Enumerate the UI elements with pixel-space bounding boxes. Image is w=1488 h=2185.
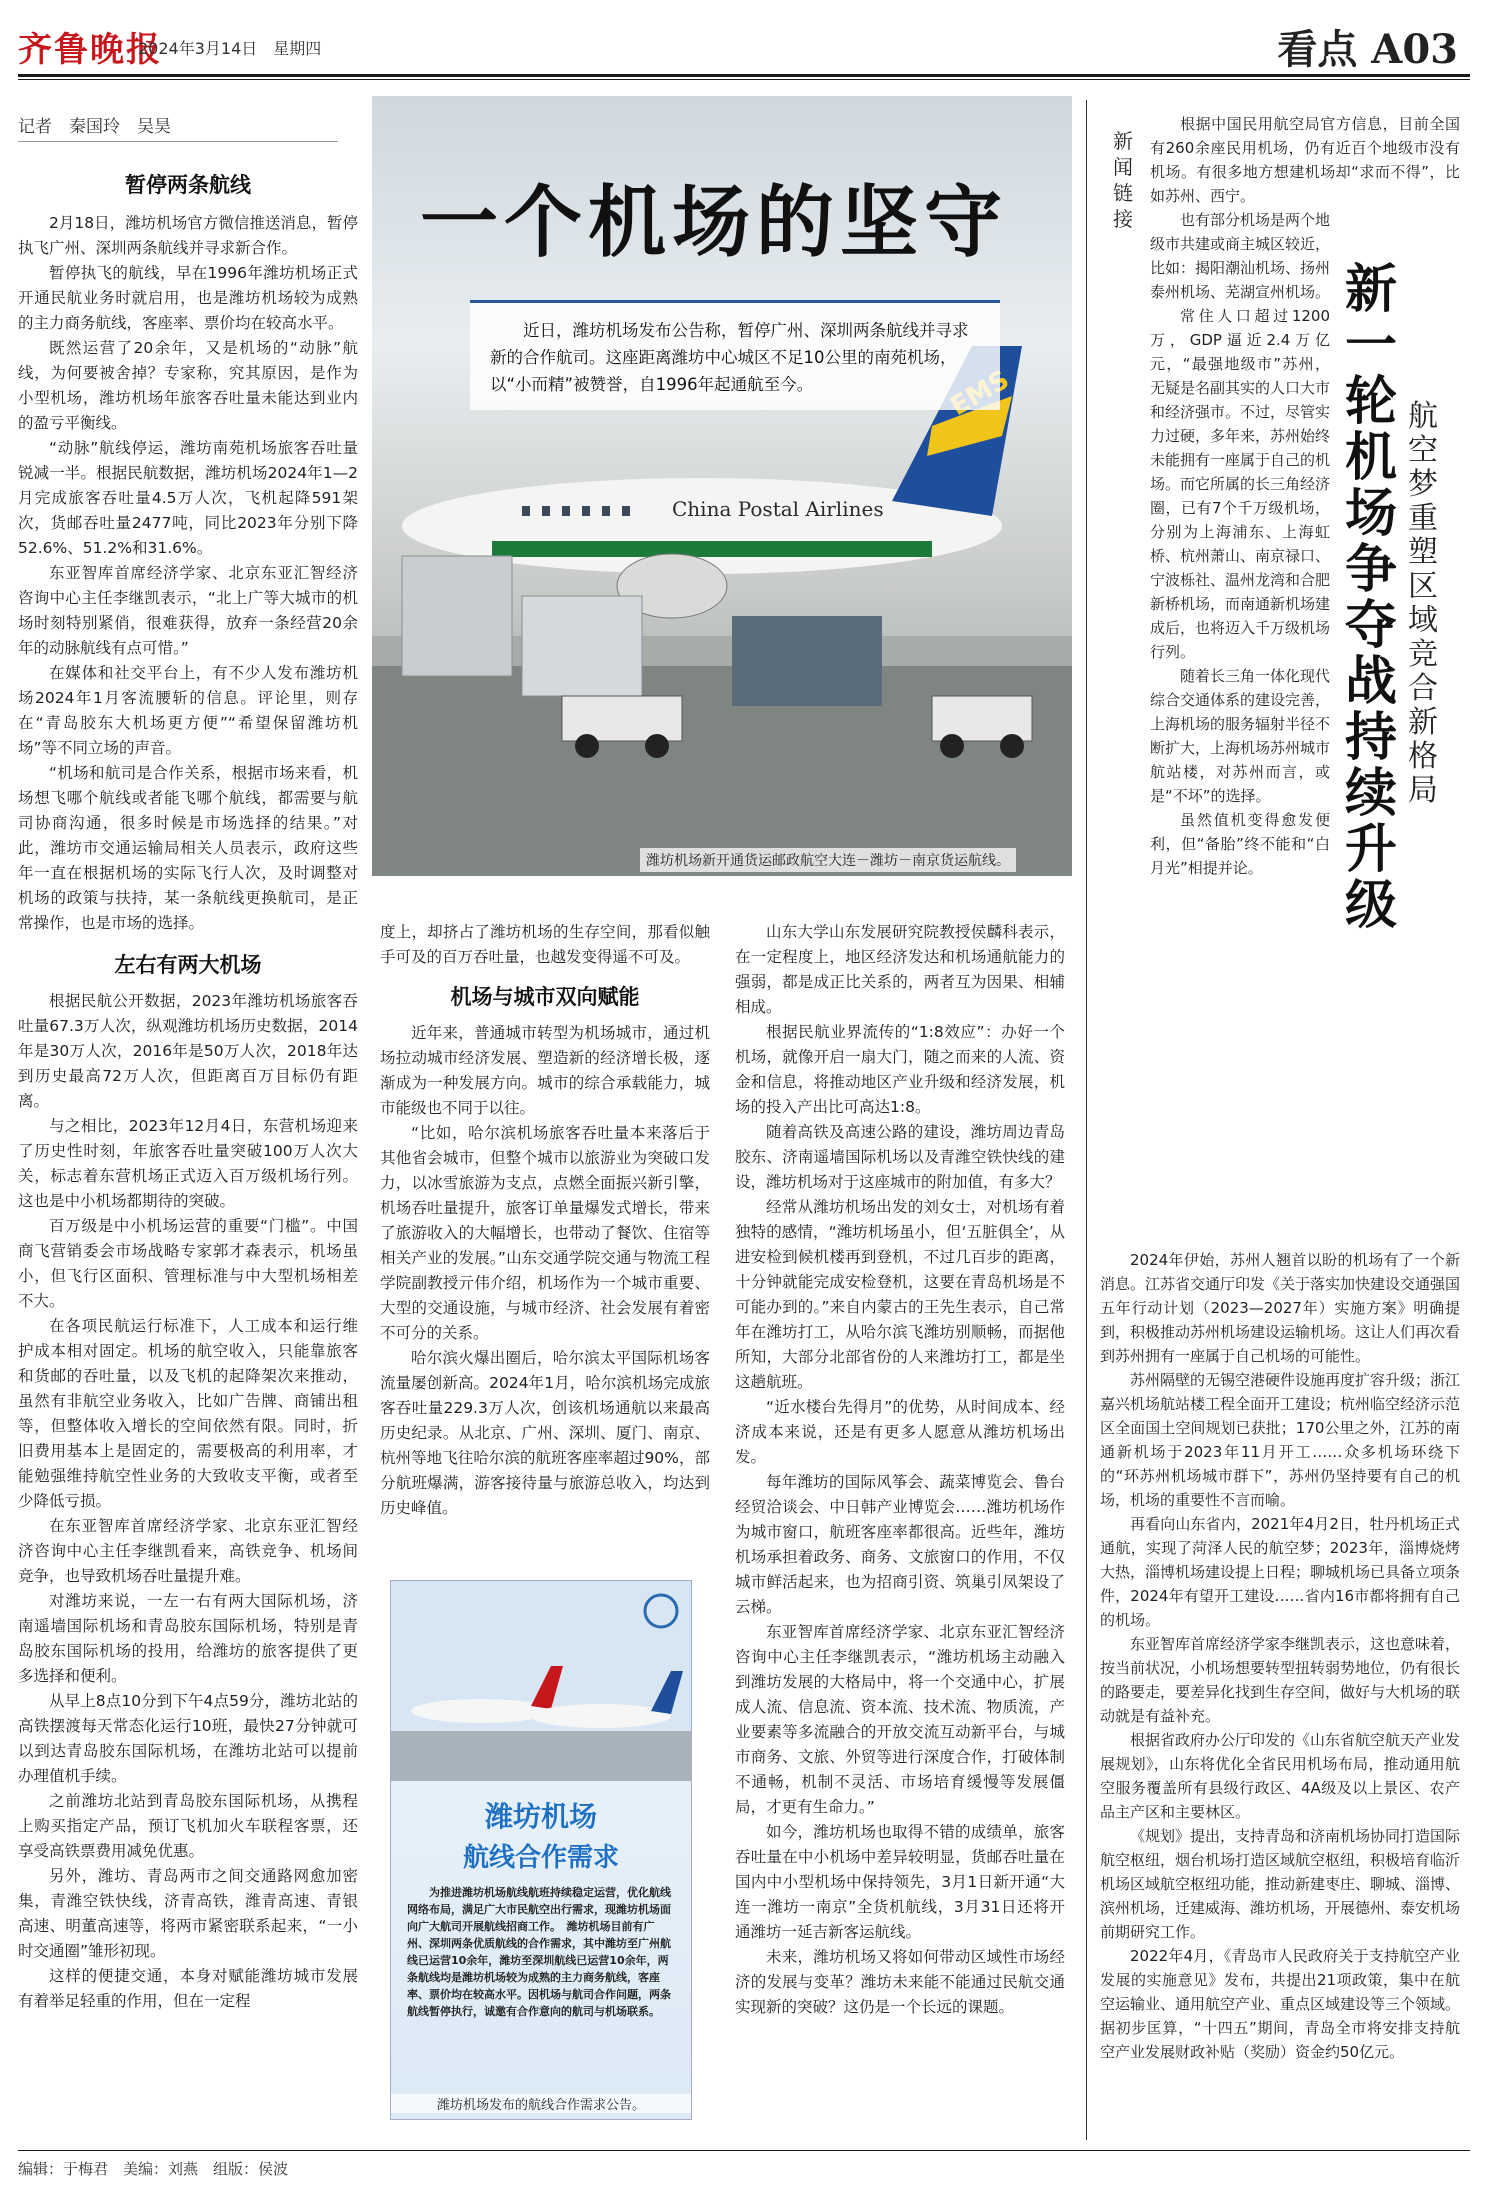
page-section: 看点 A03 — [1277, 26, 1458, 73]
subhead-pause-routes: 暂停两条航线 — [125, 172, 251, 197]
paragraph: 2022年4月，《青岛市人民政府关于支持航空产业发展的实施意见》发布，共提出21项政策，集中在航空运输业、通用航空产业、重点区域建设等三个领域。据初步匡算，“十四五”期间，青岛全市将安排支持航空产业发展财政补贴（奖励）资金约50亿元。 — [1100, 1947, 1461, 2061]
paragraph: “近水楼台先得月”的优势，从时间成本、经济成本来说，还是有更多人愿意从潍坊机场出发。 — [735, 1398, 1065, 1466]
lead-summary: 近日，潍坊机场发布公告称，暂停广州、深圳两条航线并寻求新的合作航司。这座距离潍坊中心城区不足10公里的南苑机场，以“小而精”被赞誉，自1996年起通航至今。 — [470, 300, 1000, 410]
column-3 — [735, 920, 1065, 2020]
paragraph: 对潍坊来说，一左一右有两大国际机场，济南遥墙国际机场和青岛胶东国际机场，特别是青岛胶东国际机场的投用，给潍坊的旅客提供了更多选择和便利。 — [18, 1592, 358, 1685]
sidebar-bottom-text — [1100, 1248, 1460, 2064]
column-2 — [380, 920, 710, 1521]
top-rule — [18, 74, 1470, 77]
paragraph: 根据省政府办公厅印发的《山东省航空航天产业发展规划》，山东将优化全省民用机场布局，推动通用航空服务覆盖所有县级行政区、4A级及以上景区、农产品主产区和主要林区。 — [1100, 1731, 1461, 1821]
photo-caption: 潍坊机场新开通货运邮政航空大连－潍坊－南京货运航线。 — [640, 848, 1016, 872]
paragraph: 未来，潍坊机场又将如何带动区域性市场经济的发展与变革？潍坊未来能不能通过民航交通实现新的突破？这仍是一个长远的课题。 — [735, 1948, 1065, 2016]
paragraph: 2月18日，潍坊机场官方微信推送消息，暂停执飞广州、深圳两条航线并寻求新合作。 — [18, 214, 358, 257]
paragraph: 东亚智库首席经济学家、北京东亚汇智经济咨询中心主任李继凯表示，“潍坊机场主动融入到潍坊发展的大格局中，将一个交通中心，扩展成人流、信息流、资本流、技术流、物质流，产业要素等多流融合的开放交流互动新平台，与城市商务、文旅、外贸等进行深度合作，打破体制不通畅，机制不灵活、市场培育缓慢等发展僵局，才更有生命力。” — [735, 1623, 1065, 1816]
aircraft-fleet-image — [391, 1581, 691, 1781]
notice-title-2: 航线合作需求 — [462, 1843, 619, 1873]
notice-caption: 潍坊机场发布的航线合作需求公告。 — [391, 2094, 691, 2113]
paragraph: 根据民航业界流传的“1:8效应”：办好一个机场，就像开启一扇大门，随之而来的人流、资金和信息，将推动地区产业升级和经济发展，机场的投入产出比可高达1:8。 — [735, 1023, 1065, 1116]
paragraph: 山东大学山东发展研究院教授侯麟科表示，在一定程度上，地区经济发达和机场通航能力的强弱，都是成正比关系的，两者互为因果、相辅相成。 — [735, 923, 1065, 1016]
sidebar-headline: 新一轮机场争夺战持续升级 — [1345, 259, 1398, 936]
paragraph: 之前潍坊北站到青岛胶东国际机场，从携程上购买指定产品，预订飞机加火车联程客票，还享受高铁票费用减免优惠。 — [18, 1792, 358, 1860]
sidebar-divider — [1086, 100, 1087, 2140]
paragraph: 这样的便捷交通，本身对赋能潍坊城市发展有着举足轻重的作用，但在一定程 — [18, 1967, 358, 2010]
subhead-two-way: 机场与城市双向赋能 — [450, 984, 640, 1009]
paragraph: 东亚智库首席经济学家、北京东亚汇智经济咨询中心主任李继凯表示，“北上广等大城市的机场时刻特别紧俏，很难获得，放弃一条经营20余年的动脉航线有点可惜。” — [18, 564, 358, 657]
subhead-two-airports: 左右有两大机场 — [114, 952, 262, 977]
notice-title-1: 潍坊机场 — [484, 1800, 597, 1833]
paragraph: 百万级是中小机场运营的重要“门槛”。中国商飞营销委会市场战略专家郭才森表示，机场虽小，但飞行区面积、管理标准与中大型机场相差不大。 — [18, 1217, 358, 1310]
paragraph: 度上，却挤占了潍坊机场的生存空间，那看似触手可及的百万吞吐量，也越发变得遥不可及。 — [380, 923, 710, 966]
paragraph: 近年来，普通城市转型为机场城市，通过机场拉动城市经济发展、塑造新的经济增长极，逐渐成为一种发展方向。城市的综合承载能力，城市能级也不同于以往。 — [380, 1024, 710, 1117]
newspaper-logo: 齐鲁晚报 — [18, 30, 162, 70]
paragraph: 每年潍坊的国际风筝会、蔬菜博览会、鲁台经贸洽谈会、中日韩产业博览会……潍坊机场作为城市窗口，航班客座率都很高。近些年，潍坊机场承担着政务、商务、文旅窗口的作用，不仅城市鲜活起来，也为招商引资、筑巢引凤架设了云梯。 — [735, 1473, 1065, 1616]
paragraph: “动脉”航线停运，潍坊南苑机场旅客吞吐量锐减一半。根据民航数据，潍坊机场2024年1—2月完成旅客吞吐量4.5万人次，飞机起降591架次，货邮吞吐量2477吨，同比2023年分别下降52.6%、51.2%和31.6%。 — [18, 439, 358, 557]
paragraph: 从早上8点10分到下午4点59分，潍坊北站的高铁摆渡每天常态化运行10班，最快27分钟就可以到达青岛胶东国际机场，在潍坊北站可以提前办理值机手续。 — [18, 1692, 358, 1785]
column-1 — [18, 172, 358, 2014]
paragraph: 在媒体和社交平台上，有不少人发布潍坊机场2024年1月客流腰斩的信息。评论里，则存在“青岛胶东大机场更方便”“希望保留潍坊机场”等不同立场的声音。 — [18, 664, 358, 757]
sidebar-subheadline: 航空梦重塑区域竞合新格局 — [1408, 399, 1438, 808]
paragraph: 随着高铁及高速公路的建设，潍坊周边青岛胶东、济南遥墙国际机场以及青潍空铁快线的建设，潍坊机场对于这座城市的附加值，有多大？ — [735, 1123, 1065, 1191]
paragraph: “比如，哈尔滨机场旅客吞吐量本来落后于其他省会城市，但整个城市以旅游业为突破口发力，以冰雪旅游为支点，点燃全面振兴新引擎，机场吞吐量提升，旅客订单量爆发式增长，带来了旅游收入的大幅增长，也带动了餐饮、住宿等相关产业的发展。”山东交通学院交通与物流工程学院副教授亓伟介绍，机场作为一个城市重要、大型的交通设施，与城市经济、社会发展有着密不可分的关系。 — [380, 1124, 710, 1342]
editor-credits: 编辑：于梅君 美编：刘燕 组版：侯波 — [18, 2160, 289, 2178]
paragraph: 2024年伊始，苏州人翘首以盼的机场有了一个新消息。江苏省交通厅印发《关于落实加快建设交通强国五年行动计划（2023—2027年）实施方案》明确提到，积极推动苏州机场建设运输机场。这让人们再次看到苏州拥有一座属于自己机场的可能性。 — [1100, 1251, 1461, 1365]
main-headline: 一个机场的坚守 — [420, 177, 1009, 268]
paragraph: 随着长三角一体化现代综合交通体系的建设完善，上海机场的服务辐射半径不断扩大，上海机场苏州城市航站楼，对苏州而言，或是“不坏”的选择。 — [1150, 667, 1331, 805]
paragraph: 也有部分机场是两个地级市共建或商主城区较近，比如：揭阳潮汕机场、扬州泰州机场、芜湖宣州机场。 — [1150, 211, 1331, 301]
paragraph: 根据民航公开数据，2023年潍坊机场旅客吞吐量67.3万人次，纵观潍坊机场历史数据，2014年是30万人次，2016年是50万人次，2018年达到历史最高72万人次，但距离百万目标仍有距离。 — [18, 992, 358, 1110]
news-link-tag: 新闻链接 — [1113, 129, 1133, 231]
paragraph: 《规划》提出，支持青岛和济南机场协同打造国际航空枢纽，烟台机场打造区域航空枢纽，积极培育临沂机场区域航空枢纽功能，推动新建枣庄、聊城、淄博、滨州机场，迁建威海、潍坊机场，开展德州、泰安机场前期研究工作。 — [1100, 1827, 1461, 1941]
bottom-rule — [18, 2150, 1470, 2151]
paragraph: 在东亚智库首席经济学家、北京东亚汇智经济咨询中心主任李继凯看来，高铁竞争、机场间竞争，也导致机场吞吐量提升难。 — [18, 1517, 358, 1585]
paragraph: 再看向山东省内，2021年4月2日，牡丹机场正式通航，实现了菏泽人民的航空梦；2023年，淄博烧烤大热，淄博机场建设提上日程；聊城机场已具备立项条件，2024年有望开工建设……省内16市都将拥有自己的机场。 — [1100, 1515, 1461, 1629]
livery-text: China Postal Airlines — [672, 497, 884, 521]
paragraph: 暂停执飞的航线，早在1996年潍坊机场正式开通民航业务时就启用，也是潍坊机场较为成熟的主力商务航线，客座率、票价均在较高水平。 — [18, 264, 358, 332]
paragraph: 苏州隔壁的无锡空港硬件设施再度扩容升级；浙江嘉兴机场航站楼工程全面开工建设；杭州临空经济示范区全面国土空间规划已获批；170公里之外，江苏的南通新机场于2023年11月开工……众多机场环绕下的“环苏州机场城市群下”，苏州仍坚持要有自己的机场，机场的重要性不言而喻。 — [1100, 1371, 1461, 1509]
top-rule-thin — [18, 79, 1470, 80]
paragraph: 在各项民航运行标准下，人工成本和运行维护成本相对固定。机场的航空收入，只能靠旅客和货邮的吞吐量，以及飞机的起降架次来推动，虽然有非航空业务收入，比如广告牌、商铺出租等，但整体收入增长的空间依然有限。同时，折旧费用基本上是固定的，需要极高的利用率，才能勉强维持航空性业务的大致收支平衡，或者至少降低亏损。 — [18, 1317, 358, 1510]
paragraph: 常住人口超过1200万，GDP逼近2.4万亿元，“最强地级市”苏州，无疑是名副其实的人口大市和经济强市。不过，尽管实力过硬，多年来，苏州始终未能拥有一座属于自己的机场。而它所属的长三角经济圈，已有7个千万级机场，分别为上海浦东、上海虹桥、杭州萧山、南京禄口、宁波栎社、温州龙湾和合肥新桥机场，而南通新机场建成后，也将迈入千万级机场行列。 — [1150, 307, 1331, 661]
paragraph: 既然运营了20余年，又是机场的“动脉”航线，为何要被舍掉？专家称，究其原因，是作为小型机场，潍坊机场年旅客吞吐量未能达到业内的盈亏平衡线。 — [18, 339, 358, 432]
paragraph: 如今，潍坊机场也取得不错的成绩单，旅客吞吐量在中小机场中差异较明显，货邮吞吐量在国内中小型机场中保持领先，3月1日新开通“大连一潍坊一南京”全货机航线，3月31日还将开通潍坊一延吉新客运航线。 — [735, 1823, 1065, 1941]
paragraph: 东亚智库首席经济学家李继凯表示，这也意味着，按当前状况，小机场想要转型扭转弱势地位，仍有很长的路要走，要差异化找到生存空间，做好与大机场的联动就是有益补充。 — [1100, 1635, 1461, 1725]
issue-date: 2024年3月14日 星期四 — [138, 39, 322, 58]
paragraph: 经常从潍坊机场出发的刘女士，对机场有着独特的感情，“潍坊机场虽小，但‘五脏俱全’，从进安检到候机楼再到登机，不过几百步的距离，十分钟就能完成安检登机，这要在青岛机场是不可能办到的。”来自内蒙古的王先生表示，自己常年在潍坊打工，从哈尔滨飞潍坊别顺畅，而据他所知，大部分北部省份的人来潍坊打工，都是坐这趟航班。 — [735, 1198, 1065, 1391]
notice-body: 为推进潍坊机场航线航班持续稳定运营，优化航线网络布局，满足广大市民航空出行需求，现潍坊机场面向广大航司开展航线招商工作。 潍坊机场目前有广州、深圳两条优质航线的合作需求，其中潍坊至广州航线已运营10余年，潍坊至深圳航线已运营10余年，两条航线均是潍坊机场较为成熟的主力商务航线，客座率、票价均在较高水平。因机场与航司合作问题，两条航线暂停执行，诚邀有合作意向的航司与机场联系。 — [407, 1886, 671, 2018]
paragraph: 与之相比，2023年12月4日，东营机场迎来了历史性时刻，年旅客吞吐量突破100万人次大关，标志着东营机场正式迈入百万级机场行列。这也是中小机场都期待的突破。 — [18, 1117, 358, 1210]
paragraph: 虽然值机变得愈发便利，但“备胎”终不能和“白月光”相提并论。 — [1150, 811, 1330, 877]
paragraph: “机场和航司是合作关系，根据市场来看，机场想飞哪个航线或者能飞哪个航线，都需要与航司协商沟通，很多时候是市场选择的结果。”对此，潍坊市交通运输局相关人员表示，政府这些年一直在根据机场的实际飞行人次，及时调整对机场的政策与扶持，某一条航线更换航司，是正常操作，也是市场的选择。 — [18, 764, 358, 932]
paragraph: 哈尔滨火爆出圈后，哈尔滨太平国际机场客流量屡创新高。2024年1月，哈尔滨机场完成旅客吞吐量229.3万人次，创该机场通航以来最高历史纪录。从北京、广州、深圳、厦门、南京、杭州等地飞往哈尔滨的航班客座率超过90%，部分航班爆满，游客接待量与旅游总收入，均达到历史峰值。 — [380, 1349, 710, 1517]
route-cooperation-notice — [390, 1580, 692, 2120]
paragraph: 根据中国民用航空局官方信息，目前全国有260余座民用机场，仍有近百个地级市没有机场。有很多地方想建机场却“求而不得”，比如苏州、西宁。 — [1150, 115, 1460, 205]
reporter-byline: 记者 秦国玲 吴昊 — [18, 112, 338, 142]
paragraph: 另外，潍坊、青岛两市之间交通路网愈加密集，青潍空铁快线，济青高铁，潍青高速、青银高速、明董高速等，将两市紧密联系起来，“一小时交通圈”雏形初现。 — [18, 1867, 358, 1960]
